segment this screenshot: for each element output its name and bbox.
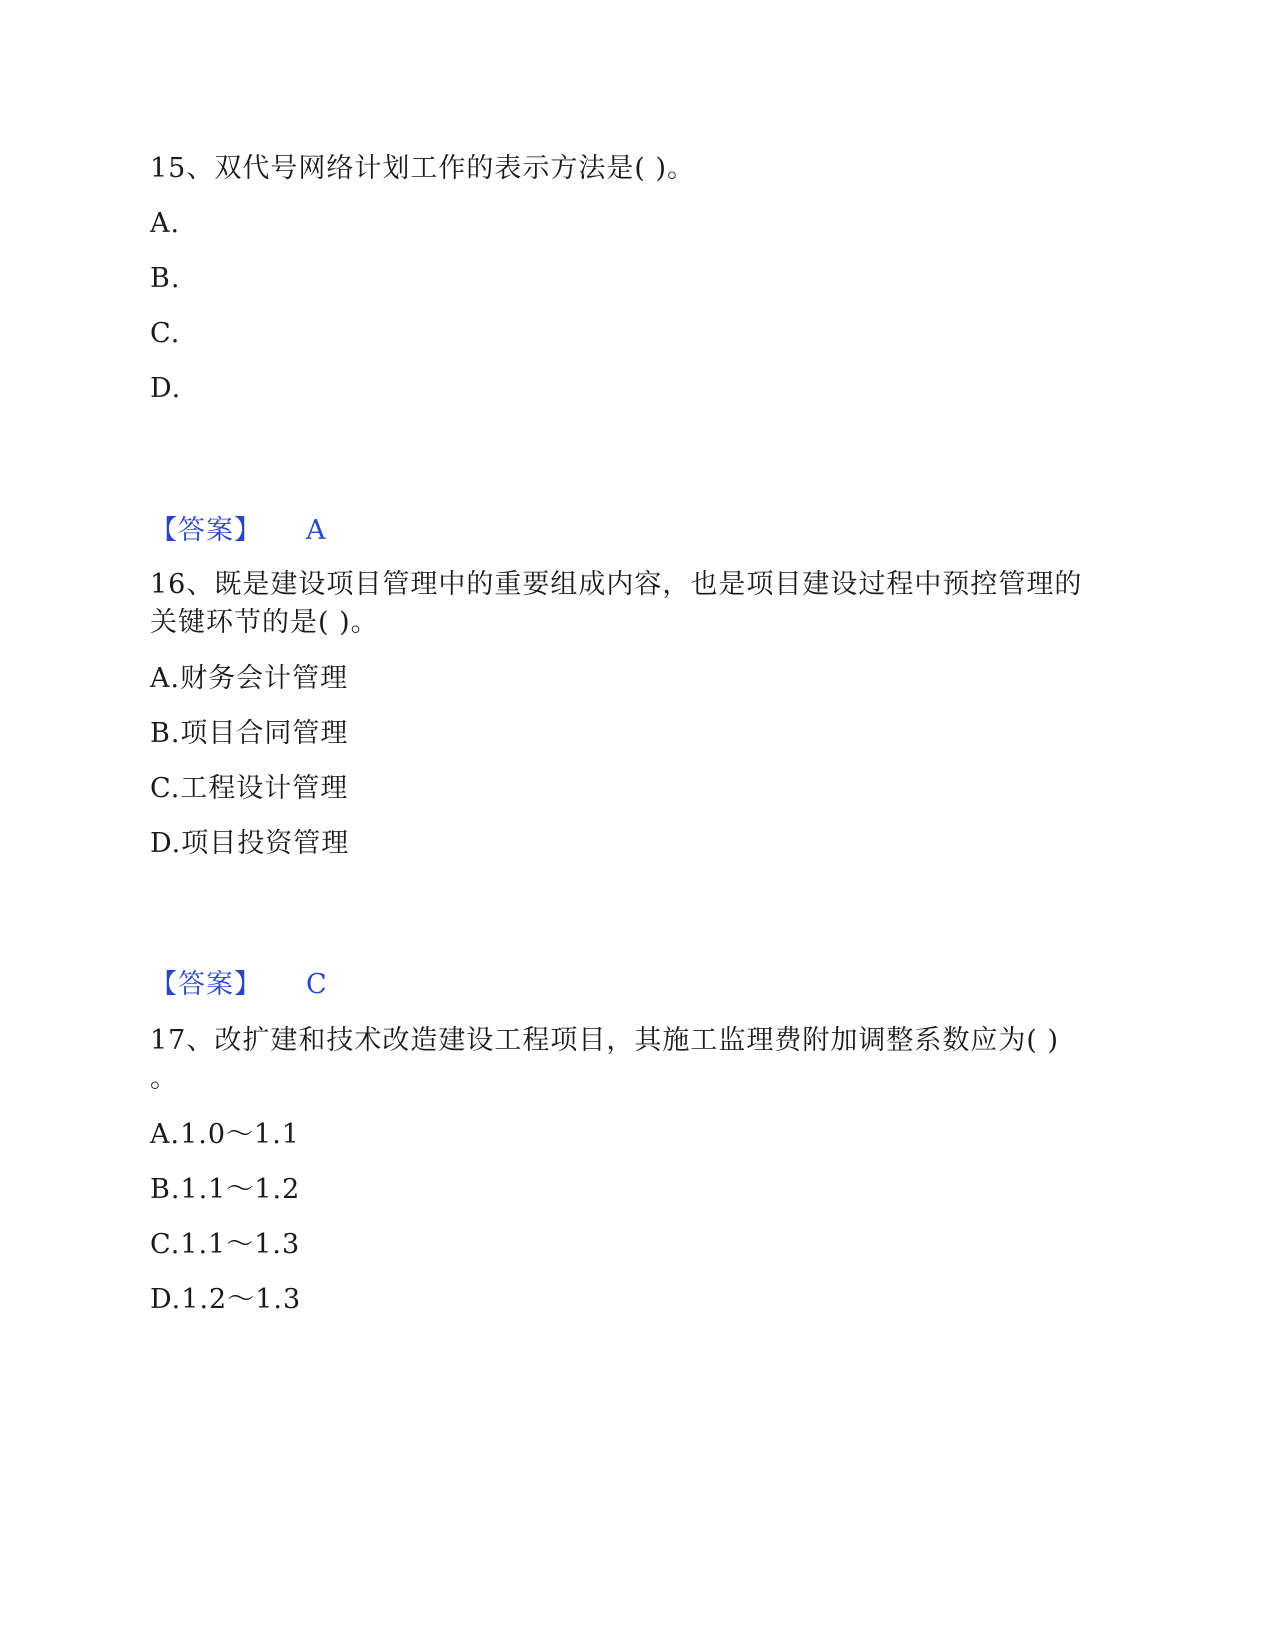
option-d: D. (150, 373, 182, 404)
option-a: A. (150, 208, 181, 239)
answer-value: C (306, 969, 328, 1000)
option-d: D.项目投资管理 (150, 828, 350, 859)
option-a: A.财务会计管理 (150, 663, 349, 694)
answer-line (150, 514, 327, 548)
answer-tag: 【答案】 (150, 515, 262, 546)
answer-value: A (306, 515, 327, 546)
question-stem-cont: 关键环节的是( )。 (150, 607, 379, 638)
answer-tag: 【答案】 (150, 969, 262, 1000)
answer-line (150, 968, 328, 1002)
question-stem: 16、既是建设项目管理中的重要组成内容，也是项目建设过程中预控管理的 (150, 569, 1083, 600)
option-b: B. (150, 263, 181, 294)
option-c: C.1.1～1.3 (150, 1229, 301, 1260)
question-stem: 17、改扩建和技术改造建设工程项目，其施工监理费附加调整系数应为( ) (150, 1025, 1060, 1056)
question-stem-cont: 。 (150, 1063, 178, 1094)
option-d: D.1.2～1.3 (150, 1284, 302, 1315)
option-b: B.项目合同管理 (150, 718, 349, 749)
option-b: B.1.1～1.2 (150, 1174, 301, 1205)
option-c: C.工程设计管理 (150, 773, 349, 804)
question-stem: 15、双代号网络计划工作的表示方法是( )。 (150, 153, 696, 184)
option-a: A.1.0～1.1 (150, 1119, 300, 1150)
option-c: C. (150, 318, 181, 349)
